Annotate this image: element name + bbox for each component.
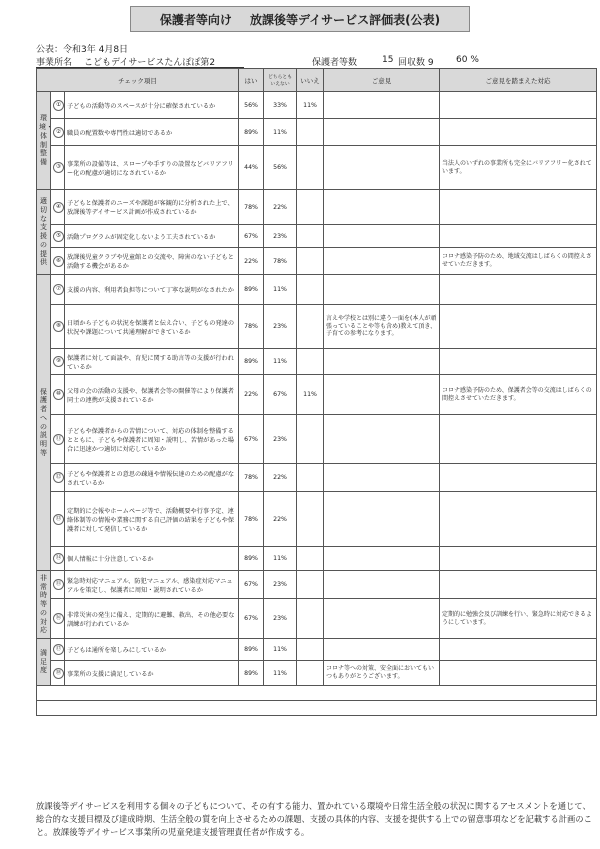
number-cell xyxy=(51,492,65,547)
respondents-label: 保護者等数 xyxy=(312,58,358,68)
yes-percent-cell: 78% xyxy=(239,305,264,349)
check-item-cell: 支援の内容、利用者負担等について丁寧な説明がなされたか xyxy=(65,275,239,305)
yes-percent-cell: 56% xyxy=(239,92,264,119)
table-header-row xyxy=(37,69,597,92)
response-cell xyxy=(440,571,597,599)
evaluation-table xyxy=(36,68,597,716)
item-number: ⑧ xyxy=(53,321,64,332)
opinion-cell xyxy=(324,415,440,464)
office-name: こどもデイサービスたんぽぽ第2 xyxy=(84,58,216,68)
item-number: ⑰ xyxy=(53,644,64,655)
no-percent-cell xyxy=(297,492,324,547)
number-cell xyxy=(51,639,65,661)
item-number: ③ xyxy=(53,162,64,173)
response-cell: 当法人のいずれの事業所も完全にバリアフリー化されています。 xyxy=(440,146,597,190)
response-cell: 定期的に勉強会及び訓練を行い、緊急時に対応できるようにしています。 xyxy=(440,599,597,639)
blank-row xyxy=(37,686,597,701)
yes-percent-cell: 89% xyxy=(239,661,264,686)
header-response: ご意見を踏まえた対応 xyxy=(440,69,597,92)
yes-percent-cell: 89% xyxy=(239,639,264,661)
check-item-cell: 活動プログラムが固定化しないよう工夫されているか xyxy=(65,225,239,248)
no-percent-cell xyxy=(297,571,324,599)
category-cell: 非常時等の対応 xyxy=(37,571,51,639)
opinion-cell xyxy=(324,375,440,415)
yes-percent-cell: 67% xyxy=(239,225,264,248)
blank-row xyxy=(37,701,597,716)
table-row xyxy=(37,146,597,190)
opinion-cell xyxy=(324,547,440,571)
opinion-cell xyxy=(324,225,440,248)
check-item-cell: 事業所の支援に満足しているか xyxy=(65,661,239,686)
opinion-cell xyxy=(324,349,440,375)
number-cell xyxy=(51,599,65,639)
table-row xyxy=(37,661,597,686)
check-item-cell: 個人情報に十分注意しているか xyxy=(65,547,239,571)
response-cell xyxy=(440,305,597,349)
response-cell xyxy=(440,661,597,686)
no-percent-cell xyxy=(297,547,324,571)
response-cell: コロナ感染予防のため、保護者会等の交流はしばらくの間控えさせていただきます。 xyxy=(440,375,597,415)
no-percent-cell xyxy=(297,639,324,661)
yes-percent-cell: 22% xyxy=(239,248,264,275)
no-percent-cell: 11% xyxy=(297,375,324,415)
neither-percent-cell: 56% xyxy=(264,146,297,190)
check-item-cell: 緊急時対応マニュアル、防犯マニュアル、感染症対応マニュアルを策定し、保護者に周知・説明されているか xyxy=(65,571,239,599)
response-cell xyxy=(440,190,597,225)
yes-percent-cell: 78% xyxy=(239,464,264,492)
header-neither: どちらともいえない xyxy=(264,69,297,92)
table-row xyxy=(37,305,597,349)
yes-percent-cell: 89% xyxy=(239,275,264,305)
response-cell xyxy=(440,464,597,492)
respondents-count: 15 xyxy=(382,55,394,65)
number-cell xyxy=(51,92,65,119)
no-percent-cell xyxy=(297,599,324,639)
header-item: チェック項目 xyxy=(37,69,239,92)
item-number: ⑤ xyxy=(53,231,64,242)
neither-percent-cell: 11% xyxy=(264,275,297,305)
opinion-cell xyxy=(324,639,440,661)
number-cell xyxy=(51,248,65,275)
yes-percent-cell: 78% xyxy=(239,190,264,225)
item-number: ⑮ xyxy=(53,579,64,590)
number-cell xyxy=(51,571,65,599)
table-row xyxy=(37,599,597,639)
no-percent-cell xyxy=(297,248,324,275)
item-number: ⑬ xyxy=(53,514,64,525)
no-percent-cell xyxy=(297,305,324,349)
yes-percent-cell: 44% xyxy=(239,146,264,190)
opinion-cell xyxy=(324,492,440,547)
yes-percent-cell: 89% xyxy=(239,119,264,146)
check-item-cell: 事業所の設備等は、スロープや手すりの設置などバリアフリー化の配慮が適切になされているか xyxy=(65,146,239,190)
opinion-cell xyxy=(324,190,440,225)
opinion-cell xyxy=(324,146,440,190)
table-row xyxy=(37,275,597,305)
neither-percent-cell: 23% xyxy=(264,599,297,639)
no-percent-cell xyxy=(297,190,324,225)
check-item-cell: 子どもや保護者との意思の疎通や情報伝達のための配慮がなされているか xyxy=(65,464,239,492)
table-row xyxy=(37,190,597,225)
check-item-cell: 職員の配置数や専門性は適切であるか xyxy=(65,119,239,146)
no-percent-cell xyxy=(297,661,324,686)
footnote: 放課後等デイサービスを利用する個々の子どもについて、その有する能力、置かれている環境や日常生活全般の状況に関するアセスメントを通じて、総合的な支援目標及び達成時期、生活全般の質を向上させるための課題、支援の具体的内容、支援を提供する上での留意事項などを記載する計画のこと。放課後等デイサービス事業所の児童発達支援管理責任者が作成する。 xyxy=(36,801,592,837)
check-item-cell: 子どもの活動等のスペースが十分に確保されているか xyxy=(65,92,239,119)
number-cell xyxy=(51,547,65,571)
check-item-cell: 子どもと保護者のニーズや課題が客観的に分析された上で、放課後等デイサービス計画が作成されているか xyxy=(65,190,239,225)
table-row xyxy=(37,375,597,415)
number-cell xyxy=(51,464,65,492)
check-item-cell: 日頃から子どもの状況を保護者と伝え合い、子どもの発達の状況や課題について共通理解ができているか xyxy=(65,305,239,349)
table-row xyxy=(37,639,597,661)
item-number: ⑫ xyxy=(53,472,64,483)
item-number: ② xyxy=(53,127,64,138)
category-cell: 環境・体制整備 xyxy=(37,92,51,190)
number-cell xyxy=(51,349,65,375)
category-cell: 適切な支援の提供 xyxy=(37,190,51,275)
number-cell xyxy=(51,146,65,190)
check-item-cell: 保護者に対して面談や、育児に関する助言等の支援が行われているか xyxy=(65,349,239,375)
check-item-cell: 父母の会の活動の支援や、保護者会等の開催等により保護者同士の連携が支援されているか xyxy=(65,375,239,415)
number-cell xyxy=(51,375,65,415)
neither-percent-cell: 11% xyxy=(264,661,297,686)
neither-percent-cell: 78% xyxy=(264,248,297,275)
table-row xyxy=(37,92,597,119)
neither-percent-cell: 22% xyxy=(264,464,297,492)
table-row xyxy=(37,492,597,547)
response-cell xyxy=(440,225,597,248)
number-cell xyxy=(51,275,65,305)
opinion-cell xyxy=(324,599,440,639)
table-row xyxy=(37,547,597,571)
item-number: ⑭ xyxy=(53,553,64,564)
number-cell xyxy=(51,190,65,225)
header-yes: はい xyxy=(239,69,264,92)
no-percent-cell xyxy=(297,349,324,375)
yes-percent-cell: 89% xyxy=(239,547,264,571)
item-number: ⑯ xyxy=(53,613,64,624)
neither-percent-cell: 11% xyxy=(264,547,297,571)
response-cell xyxy=(440,639,597,661)
response-cell xyxy=(440,119,597,146)
item-number: ④ xyxy=(53,202,64,213)
opinion-cell xyxy=(324,119,440,146)
neither-percent-cell: 67% xyxy=(264,375,297,415)
yes-percent-cell: 78% xyxy=(239,492,264,547)
title-audience: 保護者等向け xyxy=(159,12,232,27)
office-label: 事業所名 xyxy=(36,58,73,68)
neither-percent-cell: 11% xyxy=(264,349,297,375)
neither-percent-cell: 23% xyxy=(264,415,297,464)
opinion-cell xyxy=(324,464,440,492)
no-percent-cell xyxy=(297,146,324,190)
check-item-cell: 子どもや保護者からの苦情について、対応の体制を整備するとともに、子どもや保護者に周知・説明し、苦情があった場合に迅速かつ適切に対応しているか xyxy=(65,415,239,464)
response-cell xyxy=(440,349,597,375)
response-cell xyxy=(440,415,597,464)
check-item-cell: 定期的に会報やホームページ等で、活動概要や行事予定、連絡体制等の情報や業務に関する自己評価の結果を子どもや保護者に対して発信しているか xyxy=(65,492,239,547)
table-row xyxy=(37,464,597,492)
item-number: ⑩ xyxy=(53,389,64,400)
neither-percent-cell: 23% xyxy=(264,571,297,599)
opinion-cell xyxy=(324,92,440,119)
no-percent-cell xyxy=(297,464,324,492)
item-number: ① xyxy=(53,100,64,111)
opinion-cell xyxy=(324,571,440,599)
neither-percent-cell: 23% xyxy=(264,305,297,349)
no-percent-cell xyxy=(297,415,324,464)
yes-percent-cell: 67% xyxy=(239,599,264,639)
page-title xyxy=(130,6,470,32)
opinion-cell: 言えや学校とは別に違う一面を(本人が頑張っていることや等も含め)教えて頂き、子育ての参考になります。 xyxy=(324,305,440,349)
yes-percent-cell: 67% xyxy=(239,571,264,599)
neither-percent-cell: 11% xyxy=(264,119,297,146)
no-percent-cell xyxy=(297,225,324,248)
responses-count: 回収数 9 xyxy=(398,58,434,68)
neither-percent-cell: 22% xyxy=(264,190,297,225)
number-cell xyxy=(51,305,65,349)
category-cell: 満足度 xyxy=(37,639,51,686)
item-number: ⑨ xyxy=(53,356,64,367)
table-row xyxy=(37,571,597,599)
neither-percent-cell: 11% xyxy=(264,639,297,661)
yes-percent-cell: 22% xyxy=(239,375,264,415)
table-row xyxy=(37,225,597,248)
neither-percent-cell: 33% xyxy=(264,92,297,119)
yes-percent-cell: 67% xyxy=(239,415,264,464)
response-cell: コロナ感染予防のため、地域交流はしばらくの間控えさせていただきます。 xyxy=(440,248,597,275)
title-main: 放課後等デイサービス評価表(公表) xyxy=(249,12,441,27)
number-cell xyxy=(51,225,65,248)
response-rate: 60 % xyxy=(456,55,479,65)
check-item-cell: 非常災害の発生に備え、定期的に避難、救出、その他必要な訓練が行われているか xyxy=(65,599,239,639)
item-number: ⑦ xyxy=(53,284,64,295)
opinion-cell: コロナ等への対策、安全面においてもいつもありがとうございます。 xyxy=(324,661,440,686)
header-no: いいえ xyxy=(297,69,324,92)
table-row xyxy=(37,415,597,464)
check-item-cell: 子どもは通所を楽しみにしているか xyxy=(65,639,239,661)
response-cell xyxy=(440,275,597,305)
yes-percent-cell: 89% xyxy=(239,349,264,375)
no-percent-cell: 11% xyxy=(297,92,324,119)
number-cell xyxy=(51,415,65,464)
category-cell: 保護者への説明等 xyxy=(37,275,51,571)
response-cell xyxy=(440,492,597,547)
response-cell xyxy=(440,547,597,571)
check-item-cell: 放課後児童クラブや児童館との交流や、障害のない子どもと活動する機会があるか xyxy=(65,248,239,275)
table-row xyxy=(37,349,597,375)
table-row xyxy=(37,248,597,275)
no-percent-cell xyxy=(297,275,324,305)
number-cell xyxy=(51,661,65,686)
item-number: ⑪ xyxy=(53,434,64,445)
neither-percent-cell: 22% xyxy=(264,492,297,547)
response-cell xyxy=(440,92,597,119)
neither-percent-cell: 23% xyxy=(264,225,297,248)
header-opinion: ご意見 xyxy=(324,69,440,92)
table-row xyxy=(37,119,597,146)
opinion-cell xyxy=(324,248,440,275)
no-percent-cell xyxy=(297,119,324,146)
item-number: ⑱ xyxy=(53,668,64,679)
item-number: ⑥ xyxy=(53,256,64,267)
opinion-cell xyxy=(324,275,440,305)
published-date: 公表：令和3年 4月8日 xyxy=(36,45,129,55)
